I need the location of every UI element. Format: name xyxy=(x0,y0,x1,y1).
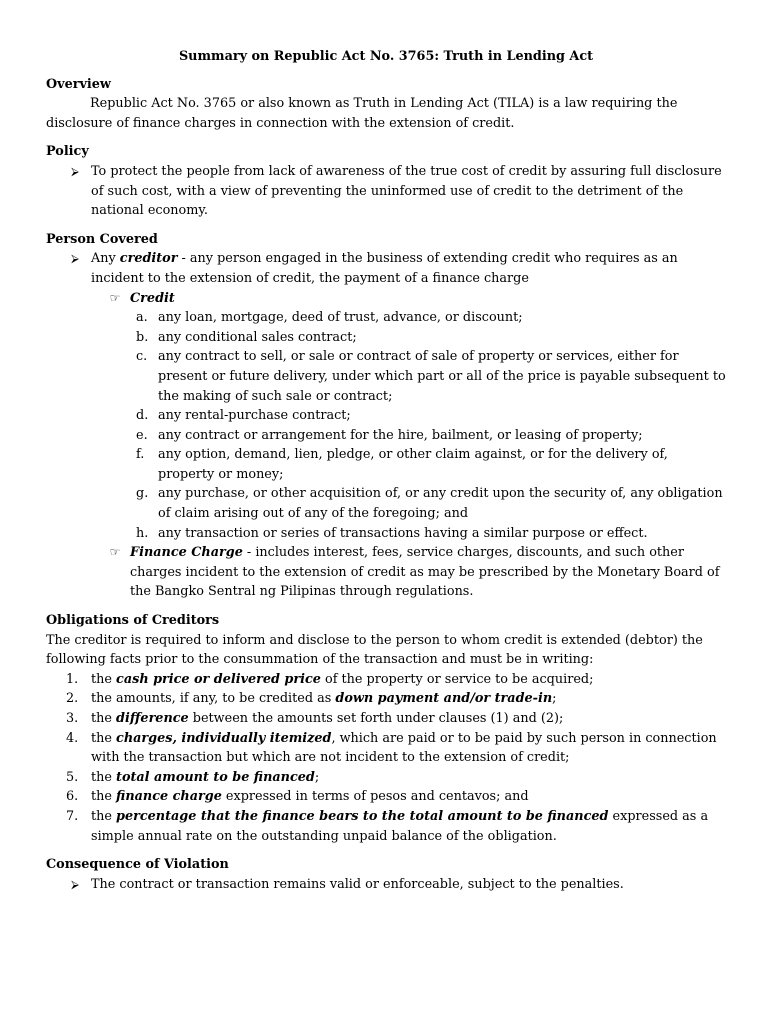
creditor-prefix: Any xyxy=(91,251,120,267)
list-marker: 5. xyxy=(66,769,79,785)
obligations-intro: The creditor is required to inform and disclose to the person to whom credit is extended (debtor) the following facts prior to the consummation of the transaction and must be in writing: xyxy=(46,632,703,668)
credit-list-item xyxy=(46,426,726,446)
obligation-term: total amount to be financed xyxy=(116,769,315,785)
list-marker: 2. xyxy=(66,691,79,707)
obligation-list-item xyxy=(46,787,726,807)
policy-list xyxy=(46,162,726,221)
obligation-list-item xyxy=(46,689,726,709)
obligation-text: the amounts, if any, to be credited as xyxy=(91,691,336,707)
pointing-hand-icon: ☞ xyxy=(109,545,121,560)
obligation-text: the xyxy=(91,711,117,726)
policy-item xyxy=(46,162,726,221)
obligation-list-item xyxy=(46,807,726,846)
finance-charge-list xyxy=(46,543,726,602)
obligation-text: expressed in terms of pesos and centavos; and xyxy=(221,789,529,805)
obligation-text: the xyxy=(91,769,117,785)
credit-list-item xyxy=(46,524,726,544)
obligation-text: the xyxy=(91,808,117,824)
finance-charge-item xyxy=(46,543,726,602)
obligation-term: cash price or delivered price xyxy=(116,671,321,687)
arrow-bullet-icon: ⮚ xyxy=(71,877,79,891)
creditor-definition: - any person engaged in the business of extending credit who requires as an incident to the extension of credit, the payment of a finance charge xyxy=(91,251,678,286)
obligation-term: charges, individually itemized xyxy=(116,730,332,746)
credit-list-item-text: any contract to sell, or sale or contract of sale of property or services, either for present or future delivery, under which part or all of the price is payable subsequent to the making of such sale or contract; xyxy=(158,349,726,404)
consequence-list xyxy=(46,875,726,895)
person-covered-heading: Person Covered xyxy=(46,231,158,247)
obligation-text: ; xyxy=(314,769,320,785)
obligations-list xyxy=(46,670,726,846)
obligation-text: ; xyxy=(552,691,557,707)
creditor-sublist xyxy=(46,289,726,309)
list-marker: f. xyxy=(136,447,145,463)
credit-item xyxy=(46,289,726,309)
credit-list-item-text: any rental-purchase contract; xyxy=(158,408,351,424)
policy-item-text: To protect the people from lack of awareness of the true cost of credit by assuring full disclosure of such cost, with a view of preventing the uninformed use of credit to the detriment of the national economy. xyxy=(91,163,722,219)
obligation-term: difference xyxy=(116,711,189,726)
pointing-hand-icon: ☞ xyxy=(109,290,121,305)
list-marker: 6. xyxy=(66,789,79,805)
obligation-text: the xyxy=(91,730,117,746)
creditor-term: creditor xyxy=(119,251,178,267)
list-marker: 3. xyxy=(66,711,79,726)
obligation-text: , which are paid or to be paid by such person in connection with the transaction but which are not incident to the extension of credit; xyxy=(91,730,717,766)
credit-list-item-text: any contract or arrangement for the hire, bailment, or leasing of property; xyxy=(158,427,643,443)
obligation-list-item xyxy=(46,709,726,729)
obligation-text: of the property or service to be acquired; xyxy=(320,671,594,687)
obligation-text: expressed as a simple annual rate on the outstanding unpaid balance of the obligation. xyxy=(91,808,709,844)
credit-list-item xyxy=(46,347,726,406)
obligation-list-item xyxy=(46,768,726,788)
overview-text: Republic Act No. 3765 or also known as Truth in Lending Act (TILA) is a law requiring the disclosure of finance charges in connection with the extension of credit. xyxy=(46,96,678,131)
list-marker: 1. xyxy=(66,671,79,687)
credit-list-item-text: any conditional sales contract; xyxy=(158,329,357,345)
obligation-list-item xyxy=(46,670,726,690)
list-marker: 7. xyxy=(66,808,79,824)
credit-items-list xyxy=(46,308,726,543)
obligations-heading: Obligations of Creditors xyxy=(46,613,220,629)
person-covered-list xyxy=(46,249,726,288)
obligation-term: percentage that the finance bears to the total amount to be financed xyxy=(116,808,609,824)
credit-list-item-text: any purchase, or other acquisition of, or any credit upon the security of, any obligation of claim arising out of any of the foregoing; and xyxy=(158,486,723,522)
document-title: Summary on Republic Act No. 3765: Truth in Lending Act xyxy=(178,49,594,64)
finance-charge-definition: - includes interest, fees, service charges, discounts, and such other charges incident to the extension of credit as may be prescribed by the Monetary Board of the Bangko Sentral ng Pilipinas through regulations. xyxy=(130,545,720,600)
credit-list-item xyxy=(46,484,726,523)
finance-charge-term: Finance Charge xyxy=(130,545,243,561)
list-marker: b. xyxy=(136,329,149,345)
obligation-list-item xyxy=(46,729,726,768)
list-marker: h. xyxy=(136,525,149,541)
credit-list-item xyxy=(46,406,726,426)
obligation-term: finance charge xyxy=(116,789,222,805)
list-marker: c. xyxy=(136,349,148,365)
obligation-text: the xyxy=(91,671,117,687)
obligation-term: down payment and/or trade-in xyxy=(335,691,553,707)
consequence-heading: Consequence of Violation xyxy=(46,857,229,873)
list-marker: e. xyxy=(136,427,148,443)
credit-list-item-text: any transaction or series of transactions having a similar purpose or effect. xyxy=(158,525,648,541)
list-marker: g. xyxy=(136,486,149,502)
obligation-text: between the amounts set forth under clauses (1) and (2); xyxy=(188,711,564,726)
credit-list-item xyxy=(46,328,726,348)
obligation-text: the xyxy=(91,789,117,805)
arrow-bullet-icon: ⮚ xyxy=(71,164,79,178)
list-marker: d. xyxy=(136,408,149,424)
policy-heading: Policy xyxy=(46,144,89,160)
credit-list-item xyxy=(46,445,726,484)
list-marker: a. xyxy=(136,310,148,326)
credit-list-item-text: any loan, mortgage, deed of trust, advance, or discount; xyxy=(158,310,523,326)
credit-term: Credit xyxy=(130,290,175,306)
arrow-bullet-icon: ⮚ xyxy=(71,252,79,266)
consequence-item xyxy=(46,875,726,895)
credit-list-item xyxy=(46,308,726,328)
consequence-item-text: The contract or transaction remains valid or enforceable, subject to the penalties. xyxy=(91,876,624,892)
credit-list-item-text: any option, demand, lien, pledge, or other claim against, or for the delivery of, property or money; xyxy=(158,447,668,482)
list-marker: 4. xyxy=(66,730,79,746)
overview-heading: Overview xyxy=(46,76,111,92)
document-page xyxy=(46,47,726,894)
creditor-item xyxy=(46,249,726,288)
